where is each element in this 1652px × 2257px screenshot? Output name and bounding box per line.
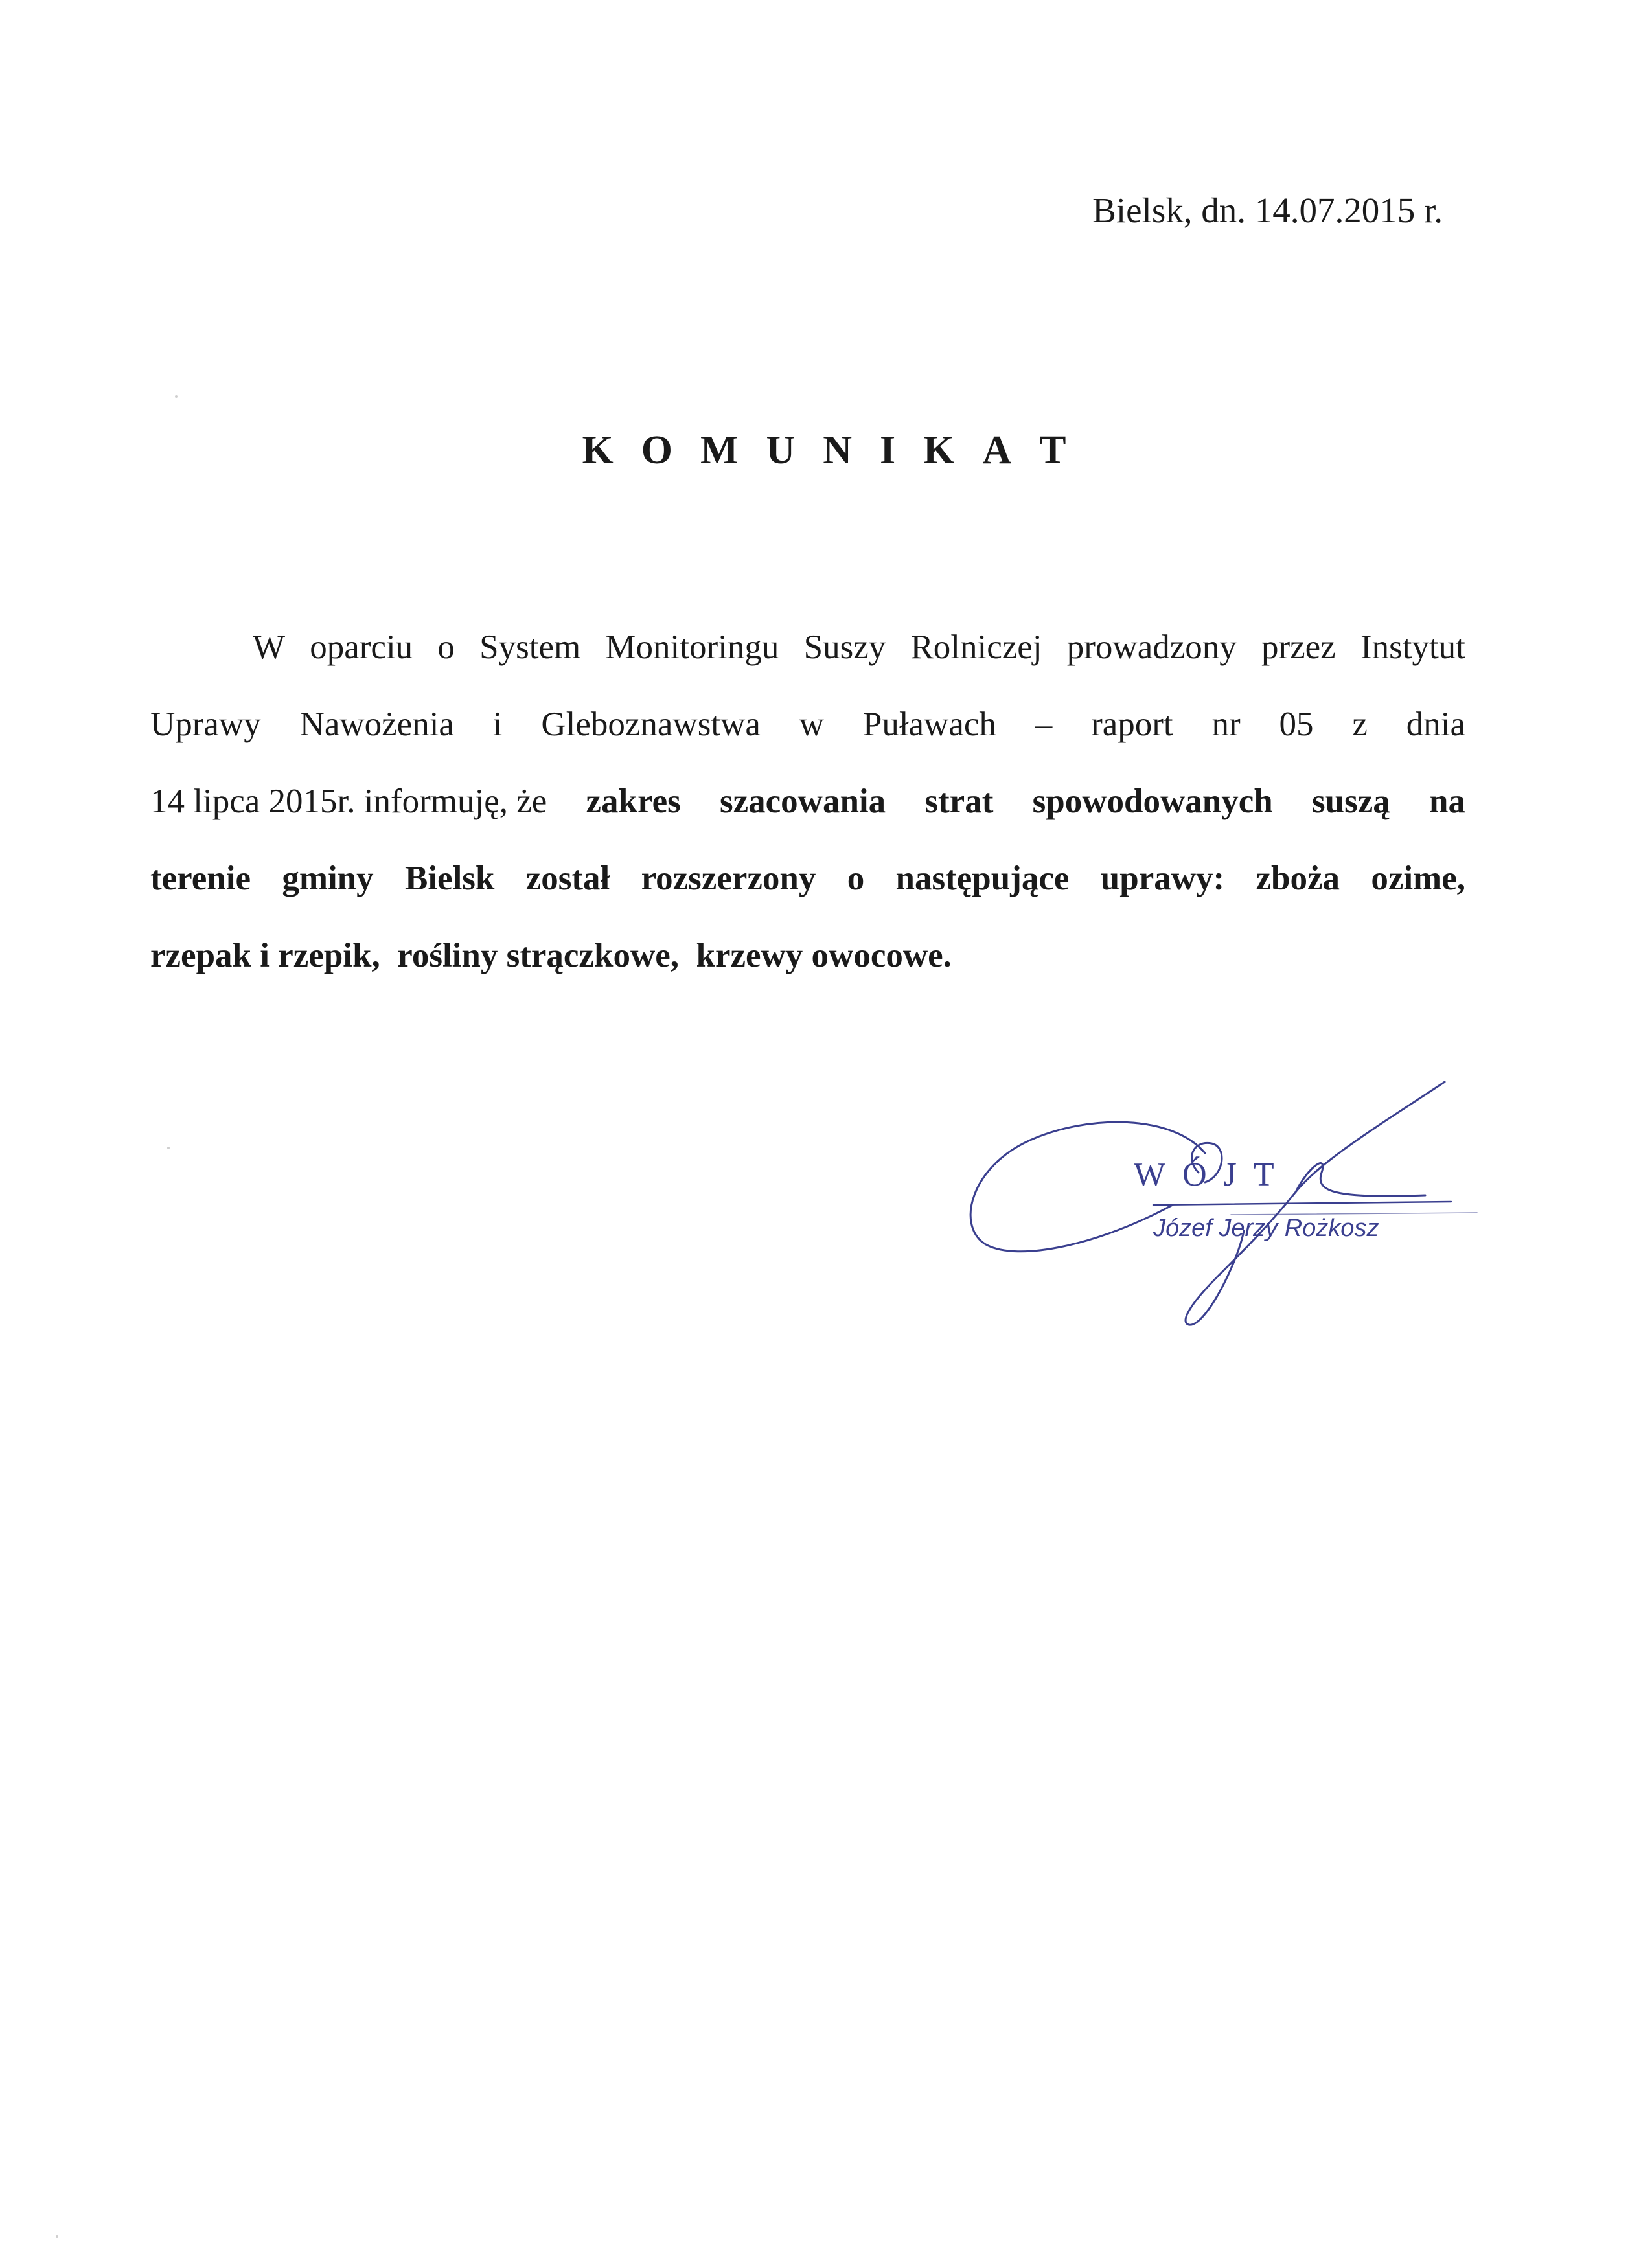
word-bold: spowodowanych	[1032, 783, 1273, 820]
word: Suszy	[803, 628, 886, 666]
document-title: K O M U N I K A T	[582, 428, 1070, 472]
body-line-2	[150, 686, 1465, 763]
word: Monitoringu	[605, 628, 779, 666]
word: Nawożenia	[299, 705, 454, 743]
word: nr	[1211, 705, 1241, 743]
body-line-5: rzepak i rzepik, rośliny strączkowe, krzewy owocowe.	[150, 937, 952, 974]
word: Instytut	[1360, 628, 1465, 666]
word: ozime,	[1371, 860, 1465, 897]
word: raport	[1091, 705, 1173, 743]
word-bold: zakres	[586, 783, 681, 820]
word: W	[253, 628, 286, 666]
word: Uprawy	[150, 705, 261, 743]
word: Rolniczej	[910, 628, 1042, 666]
word: zboża	[1256, 860, 1340, 897]
word: –	[1035, 705, 1053, 743]
word: w	[799, 705, 824, 743]
word: terenie	[150, 860, 251, 897]
scan-speck	[175, 395, 178, 398]
stamp-title: WÓJT	[1134, 1156, 1291, 1193]
word: o	[437, 628, 455, 666]
word-bold: na	[1428, 783, 1465, 820]
scan-speck	[167, 1147, 170, 1149]
body-line-1	[150, 609, 1465, 686]
word-bold: szacowania	[720, 783, 886, 820]
word-bold: suszą	[1311, 783, 1390, 820]
stamp-name: Józef Jerzy Rożkosz	[1153, 1215, 1379, 1242]
word-bold: strat	[924, 783, 994, 820]
word: gminy	[282, 860, 374, 897]
word: o	[847, 860, 865, 897]
word: uprawy:	[1100, 860, 1225, 897]
word: 05	[1279, 705, 1314, 743]
document-body	[150, 609, 1465, 994]
body-line-4	[150, 840, 1465, 917]
word: został	[525, 860, 610, 897]
scan-speck	[56, 2235, 58, 2238]
date-line: Bielsk, dn. 14.07.2015 r.	[1092, 190, 1443, 230]
word: i	[492, 705, 503, 743]
word: Puławach	[862, 705, 996, 743]
word: z	[1352, 705, 1368, 743]
word: następujące	[895, 860, 1070, 897]
word: System	[479, 628, 581, 666]
word: rozszerzony	[641, 860, 816, 897]
signature-rule	[1153, 1202, 1451, 1205]
signature-curl	[1296, 1163, 1425, 1197]
word: Bielsk	[404, 860, 495, 897]
word: oparciu	[310, 628, 413, 666]
body-line-3	[150, 763, 1465, 840]
body-line-3-regular: 14 lipca 2015r. informuję, że	[150, 783, 547, 820]
word: Gleboznawstwa	[541, 705, 761, 743]
signature-stamp	[959, 1069, 1490, 1328]
word: przez	[1261, 628, 1336, 666]
word: dnia	[1406, 705, 1465, 743]
word: prowadzony	[1066, 628, 1237, 666]
